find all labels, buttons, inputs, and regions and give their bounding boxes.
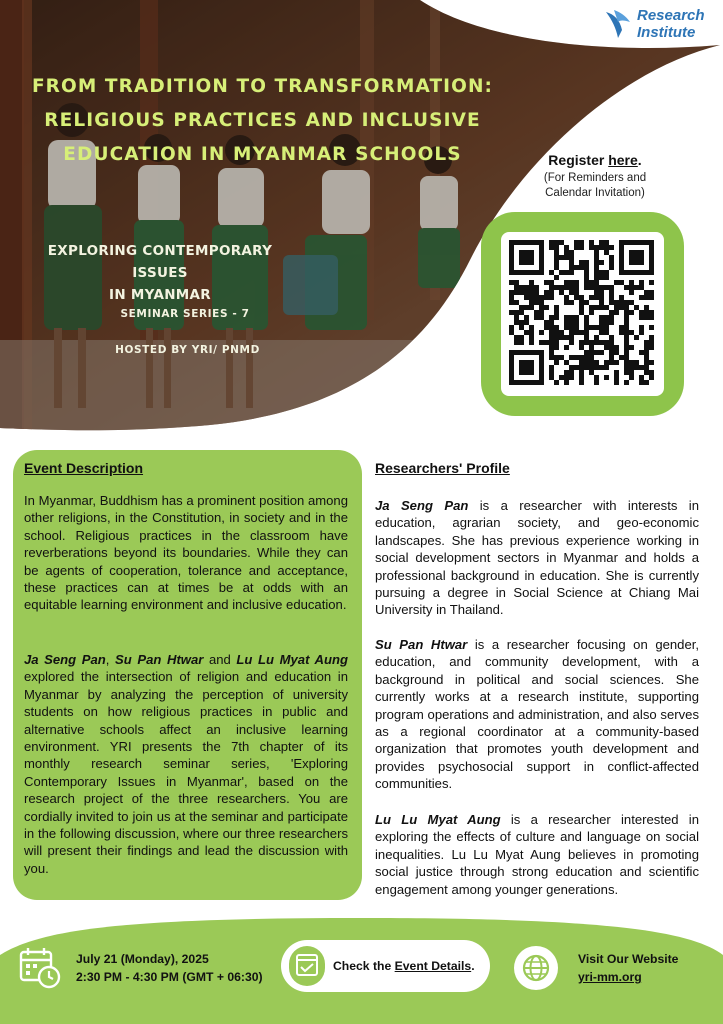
seminar-series: SEMINAR SERIES - 7 [120, 308, 250, 320]
hero-subtitle [30, 240, 290, 306]
hero-subtitle-line-1: EXPLORING CONTEMPORARY ISSUES [47, 243, 273, 281]
hero-title [20, 70, 505, 172]
register-note-line-1: (For Reminders and [543, 172, 647, 184]
calendar-check-icon [289, 946, 325, 986]
hosted-by: HOSTED BY YRI/ PNMD [115, 344, 260, 356]
researcher-bio: is a researcher focusing on gender, education, and community development, with a background in political and social sciences. She currently works at a research institute, supporting program operations and administration, and also serves as a regional coordinator at a community-based organization that promotes youth development and provides psychosocial support in conflict-affected communities. [375, 637, 700, 792]
globe-icon [514, 946, 558, 990]
register-note-line-2: Calendar Invitation) [545, 187, 645, 199]
event-datetime [76, 950, 263, 986]
name-conjunction: and [203, 652, 237, 667]
researcher-name: Su Pan Htwar [115, 652, 204, 667]
website-link[interactable]: yri-mm.org [578, 970, 642, 984]
website-label: Visit Our Website [578, 952, 679, 966]
logo-wordmark [637, 7, 705, 41]
register-note [500, 171, 690, 201]
event-description-body: explored the intersection of religion and education in Myanmar by analyzing the perception of university students on how religious practices in public and alternative schools affect an inclusive learning environment. YRI presents the 7th chapter of its monthly research seminar series, 'Exploring Contemporary Issues in Myanmar', based on the research project of the three researchers. You are cordially invited to join us at the seminar and participate in the following discussion, where our three researchers will present their findings and lead the discussion with you. [24, 669, 348, 876]
researcher-bio: is a researcher with interests in education, agrarian society, and geo-economic landscapes. She has previous experience working in social development sectors in Myanmar and holds a professional background in education. She is currently pursuing a degree in Social Science at Chiang Mai University in Thailand. [375, 498, 699, 618]
event-details-link[interactable]: Event Details [394, 959, 472, 973]
website-block [578, 950, 678, 986]
event-description-paragraph-1: In Myanmar, Buddhism has a prominent position among other religions, in the Constitution, in society and in the school. Religious practices in the classroom have reverberations beyond its boundaries. While they can be agents of cooperation, tolerance and acceptance, these practices can at times be at odds with an equitable learning environment and inclusive education. [24, 493, 348, 613]
logo-line-2: Institute [637, 24, 696, 41]
logo-line-1: Research [637, 7, 705, 24]
event-time: 2:30 PM - 4:30 PM (GMT + 06:30) [76, 970, 263, 984]
logo-icon [604, 8, 632, 40]
event-description-heading: Event Description [24, 460, 144, 476]
register-prefix: Register [548, 152, 609, 168]
researcher-name: Ja Seng Pan [375, 498, 469, 513]
hero-title-line-3: EDUCATION IN MYANMAR SCHOOLS [63, 144, 462, 165]
register-suffix: . [637, 152, 642, 168]
researchers-profile-heading: Researchers' Profile [375, 460, 510, 476]
hero-subtitle-line-2: IN MYANMAR [109, 287, 211, 303]
researcher-name: Su Pan Htwar [375, 637, 468, 652]
event-date: July 21 (Monday), 2025 [76, 952, 209, 966]
calendar-clock-icon [18, 946, 62, 990]
event-details-prefix: Check the [333, 959, 395, 973]
register-block [500, 152, 690, 201]
researcher-profile [375, 497, 699, 619]
event-details-suffix: . [471, 959, 475, 973]
register-line [500, 152, 690, 168]
hero-title-line-1: FROM TRADITION TO TRANSFORMATION: [31, 76, 494, 97]
researcher-name: Lu Lu Myat Aung [236, 652, 349, 667]
researcher-name: Ja Seng Pan [24, 652, 106, 667]
research-institute-logo[interactable] [604, 4, 716, 46]
name-separator: , [105, 652, 116, 667]
event-details-text [333, 959, 475, 973]
researcher-profile [375, 811, 699, 898]
researcher-bio: is a researcher interested in exploring the effects of culture and language on social inequalities. Lu Lu Myat Aung believes in promoting social justice through strong education and scientific engagement among younger generations. [375, 812, 699, 897]
researcher-name: Lu Lu Myat Aung [375, 812, 501, 827]
register-link[interactable]: here [608, 152, 638, 168]
qr-code-frame [481, 212, 684, 416]
qr-code-icon [501, 232, 664, 396]
event-description-paragraph-2 [24, 651, 348, 877]
researcher-profile [375, 636, 699, 793]
qr-code[interactable] [501, 232, 664, 396]
hero-title-line-2: RELIGIOUS PRACTICES AND INCLUSIVE [44, 110, 481, 131]
